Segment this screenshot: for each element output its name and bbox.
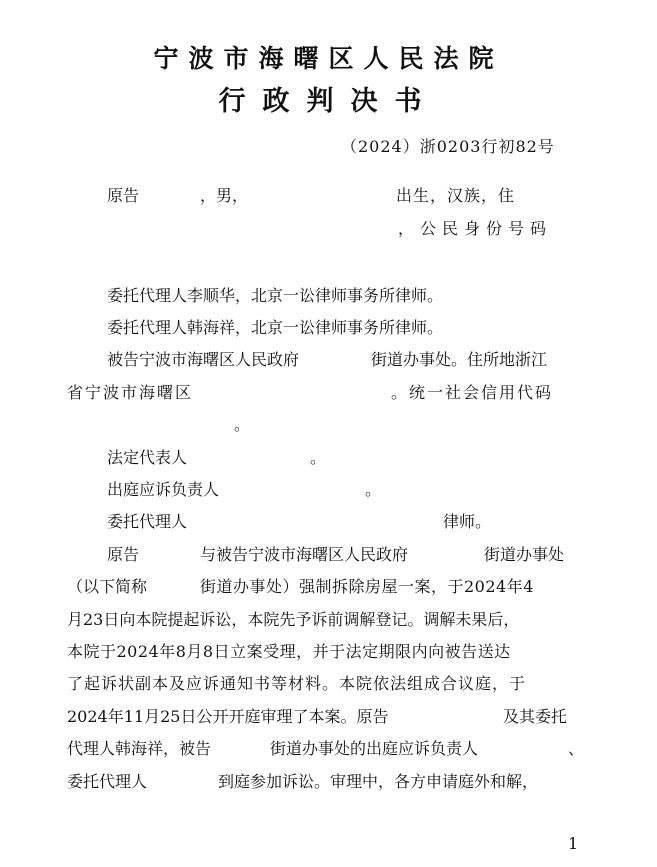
plaintiff-agent-1: 委托代理人李顺华，北京一讼律师事务所律师。 (107, 286, 444, 305)
court-name: 宁波市海曙区人民法院 (153, 44, 504, 73)
narrative-line-6a: 2024年11月25日公开开庭审理了本案。原告 (67, 707, 389, 726)
narrative-line-3: 月23日向本院提起诉讼，本院先予诉前调解登记。调解未果后， (67, 610, 520, 629)
narrative-line-8a: 委托代理人 (67, 772, 148, 791)
narrative-line-1a: 原告 (107, 545, 140, 564)
defendant-address-head: 街道办事处。住所地浙江 (371, 350, 548, 369)
plaintiff-id-number: ，公民身份号码 (398, 219, 553, 238)
defendant-address: 省宁波市海曙区 (67, 383, 194, 402)
narrative-line-6b: 及其委托 (503, 707, 568, 726)
defendant-agent: 委托代理人 (107, 512, 188, 531)
plaintiff-agent-2: 委托代理人韩海祥，北京一讼律师事务所律师。 (107, 318, 444, 337)
narrative-line-1b: 与被告宁波市海曙区人民政府 (200, 545, 409, 564)
narrative-line-5: 了起诉状副本及应诉通知书等材料。本院依法组成合议庭，于 (67, 674, 527, 693)
defendant-credit-code-end: 。 (234, 415, 251, 434)
plaintiff-label: 原告 (107, 186, 140, 205)
defendant-credit-code: 。统一社会信用代码 (391, 383, 554, 402)
narrative-line-7c: 、 (568, 739, 585, 758)
plaintiff-birth-ethnicity: 出生，汉族，住 (396, 186, 516, 205)
narrative-line-7a: 代理人韩海祥，被告 (67, 739, 212, 758)
narrative-line-2b: 街道办事处）强制拆除房屋一案，于2024年4 (200, 577, 534, 596)
defendant-agent-title: 律师。 (443, 512, 492, 531)
legal-representative-end: 。 (310, 448, 327, 467)
court-responsible-person-end: 。 (365, 480, 382, 499)
narrative-line-8b: 到庭参加诉讼。审理中，各方申请庭外和解， (218, 772, 539, 791)
case-number: （2024）浙0203行初82号 (341, 137, 555, 156)
document-type: 行政判决书 (218, 86, 439, 117)
narrative-line-2a: （以下简称 (67, 577, 148, 596)
narrative-line-4: 本院于2024年8月8日立案受理，并于法定期限内向被告送达 (67, 642, 511, 661)
court-responsible-person: 出庭应诉负责人 (107, 480, 220, 499)
defendant-name: 被告宁波市海曙区人民政府 (107, 350, 300, 369)
narrative-line-1c: 街道办事处 (484, 545, 565, 564)
narrative-line-7b: 街道办事处的出庭应诉负责人 (270, 739, 479, 758)
legal-representative: 法定代表人 (107, 448, 188, 467)
page-number: 1 (568, 834, 579, 853)
plaintiff-gender: ，男， (200, 186, 249, 205)
